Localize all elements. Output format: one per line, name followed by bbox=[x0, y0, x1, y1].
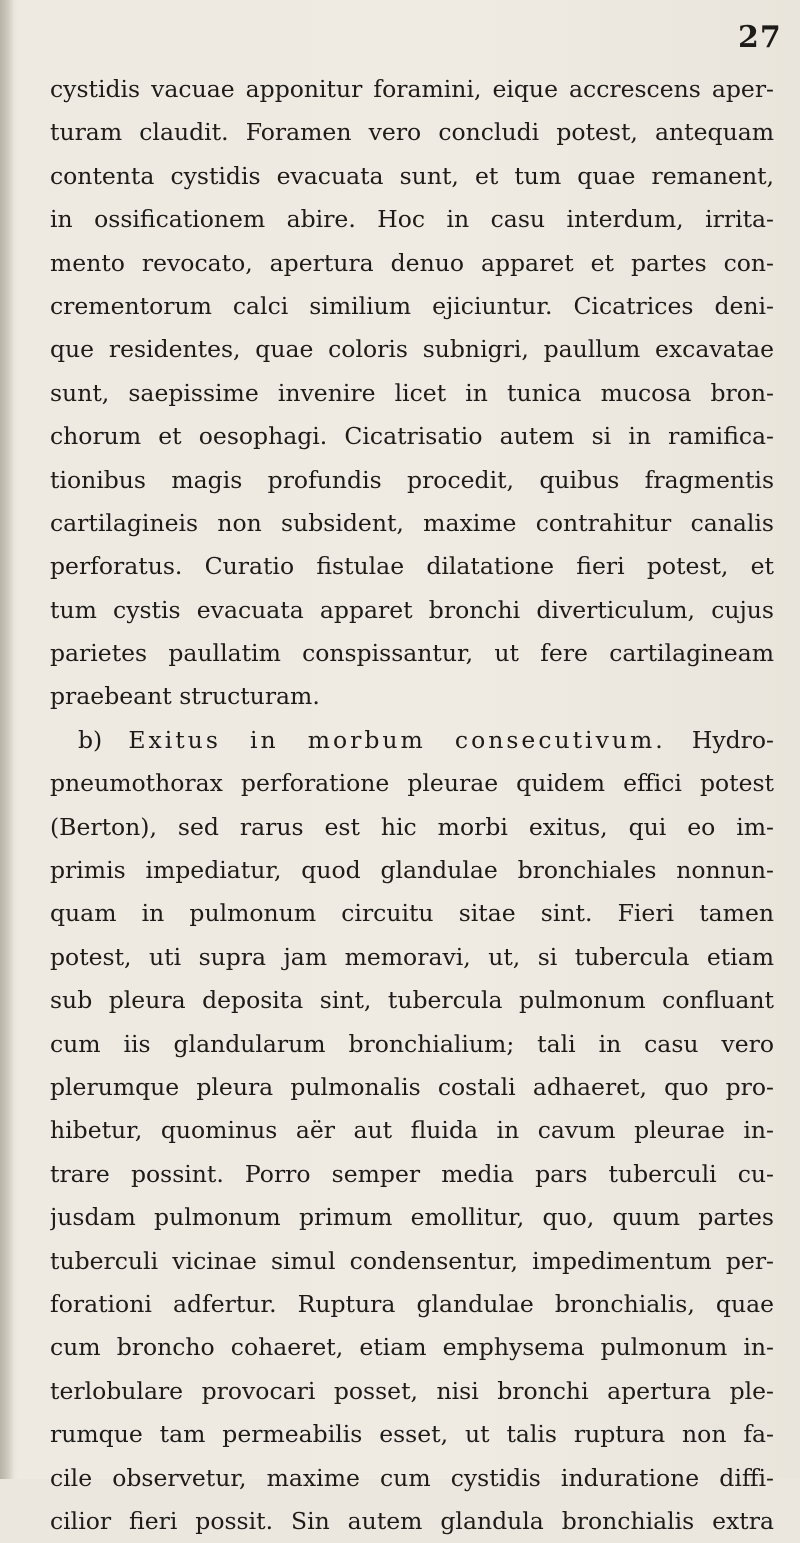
page-gutter-shadow bbox=[0, 0, 14, 1479]
section-heading-rest: Hydro- bbox=[691, 725, 774, 754]
body-text bbox=[50, 68, 774, 1543]
section-heading: Exitus in morbum consecutivum. bbox=[128, 725, 666, 754]
section-label: b) bbox=[78, 725, 103, 754]
text-line: quam in pulmonum circuitu sitae sint. Fieri tamen bbox=[50, 899, 774, 928]
text-line: cum broncho cohaeret, etiam emphysema pulmonum in- bbox=[50, 1333, 774, 1362]
text-line: turam claudit. Foramen vero concludi potest, antequam bbox=[50, 118, 774, 147]
text-line: praebeant structuram. bbox=[50, 682, 320, 711]
text-line: plerumque pleura pulmonalis costali adhaeret, quo pro- bbox=[50, 1072, 774, 1101]
text-line: terlobulare provocari posset, nisi bronchi apertura ple- bbox=[50, 1376, 774, 1405]
text-line: pneumothorax perforatione pleurae quidem effici potest bbox=[50, 769, 774, 798]
text-line: forationi adfertur. Ruptura glandulae bronchialis, quae bbox=[50, 1289, 774, 1318]
text-line: rumque tam permeabilis esset, ut talis ruptura non fa- bbox=[50, 1420, 774, 1449]
text-line: tuberculi vicinae simul condensentur, impedimentum per- bbox=[50, 1246, 774, 1275]
text-line: cum iis glandularum bronchialium; tali in casu vero bbox=[50, 1029, 774, 1058]
text-line: parietes paullatim conspissantur, ut fere cartilagineam bbox=[50, 639, 774, 668]
text-line: (Berton), sed rarus est hic morbi exitus, qui eo im- bbox=[50, 812, 774, 841]
text-line: tum cystis evacuata apparet bronchi diverticulum, cujus bbox=[50, 595, 774, 624]
text-line: sub pleura deposita sint, tubercula pulmonum confluant bbox=[50, 986, 774, 1015]
text-line: tionibus magis profundis procedit, quibus fragmentis bbox=[50, 465, 774, 494]
text-line: cilior fieri possit. Sin autem glandula bronchialis extra bbox=[50, 1506, 774, 1535]
text-line: potest, uti supra jam memoravi, ut, si tubercula etiam bbox=[50, 942, 774, 971]
text-line: cile observetur, maxime cum cystidis induratione diffi- bbox=[50, 1463, 774, 1492]
text-line: hibetur, quominus aër aut fluida in cavum pleurae in- bbox=[50, 1116, 774, 1145]
text-line: in ossificationem abire. Hoc in casu interdum, irrita- bbox=[50, 205, 774, 234]
text-line: sunt, saepissime invenire licet in tunica mucosa bron- bbox=[50, 378, 774, 407]
text-line: primis impediatur, quod glandulae bronchiales nonnun- bbox=[50, 856, 774, 885]
text-line: contenta cystidis evacuata sunt, et tum quae remanent, bbox=[50, 161, 774, 190]
text-line: que residentes, quae coloris subnigri, paullum excavatae bbox=[50, 335, 774, 364]
section-heading-line bbox=[50, 719, 774, 762]
text-line: crementorum calci similium ejiciuntur. Cicatrices deni- bbox=[50, 291, 774, 320]
text-line: cartilagineis non subsident, maxime contrahitur canalis bbox=[50, 508, 774, 537]
text-line: mento revocato, apertura denuo apparet et partes con- bbox=[50, 248, 774, 277]
text-line: cystidis vacuae apponitur foramini, eique accrescens aper- bbox=[50, 75, 774, 103]
text-line: jusdam pulmonum primum emollitur, quo, quum partes bbox=[50, 1203, 774, 1232]
page-number: 27 bbox=[738, 20, 782, 55]
text-line: trare possint. Porro semper media pars tuberculi cu- bbox=[50, 1159, 774, 1188]
text-line: perforatus. Curatio fistulae dilatatione fieri potest, et bbox=[50, 552, 774, 581]
text-line: chorum et oesophagi. Cicatrisatio autem si in ramifica- bbox=[50, 422, 774, 451]
